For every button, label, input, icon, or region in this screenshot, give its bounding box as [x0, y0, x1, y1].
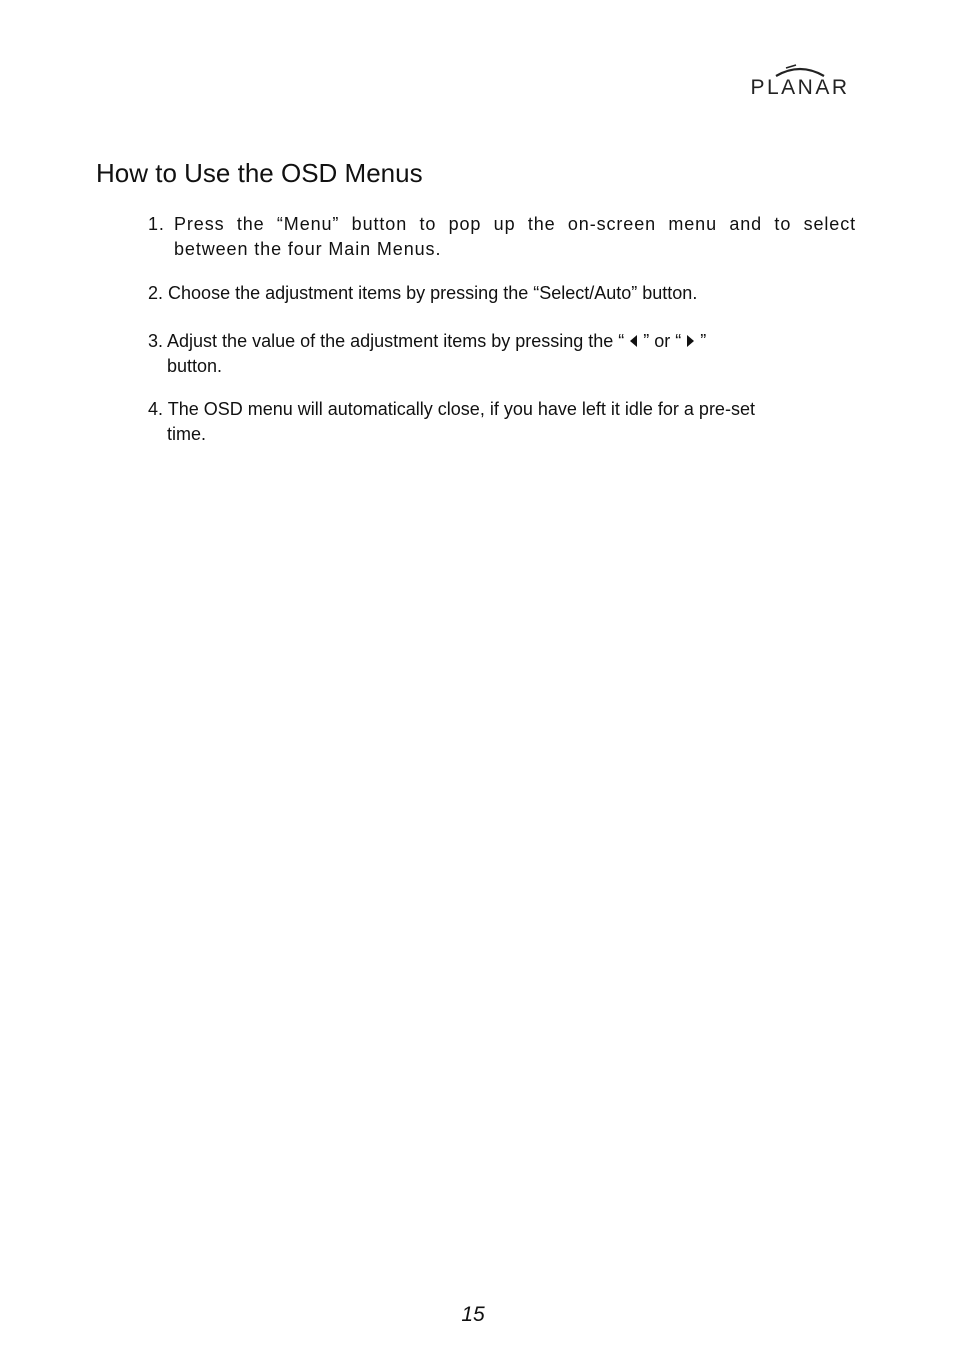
step-number: 3. [148, 331, 164, 351]
step-text: Press the “Menu” button to pop up the on-screen menu and to select between the four Main Menus. [174, 214, 856, 259]
step-text: ” or “ [643, 331, 682, 351]
list-item [148, 212, 856, 262]
page-number: 15 [461, 1303, 485, 1326]
step-text-continued: time. [167, 424, 207, 444]
left-arrow-icon [630, 335, 637, 347]
step-number: 1. [148, 214, 165, 234]
logo-wordmark: PLANAR [750, 76, 850, 99]
step-number: 4. [148, 399, 164, 419]
step-text: Choose the adjustment items by pressing the “Select/Auto” button. [168, 283, 698, 303]
list-item [148, 397, 856, 447]
planar-logo [740, 62, 860, 102]
instruction-list [148, 212, 856, 447]
list-item [148, 281, 856, 306]
page-title: How to Use the OSD Menus [96, 158, 423, 188]
list-item [148, 329, 856, 379]
step-text-continued: button. [167, 356, 223, 376]
step-text: The OSD menu will automatically close, if you have left it idle for a pre-set [167, 399, 755, 419]
step-text: Adjust the value of the adjustment items by pressing the “ [167, 331, 625, 351]
right-arrow-icon [687, 335, 694, 347]
step-number: 2. [148, 283, 164, 303]
step-text: ” [700, 331, 707, 351]
